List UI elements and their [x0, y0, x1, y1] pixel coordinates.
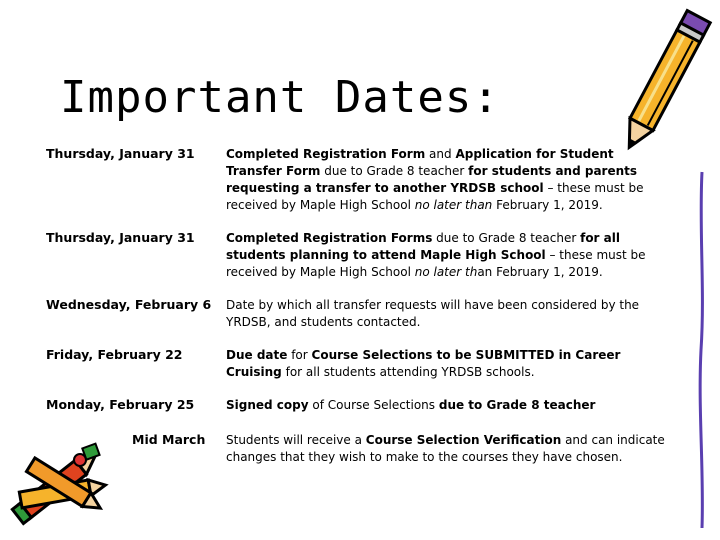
pencil-icon — [614, 2, 714, 162]
description-segment: and — [425, 147, 456, 161]
border-stroke-decoration — [694, 170, 710, 530]
row-date: Friday, February 22 — [46, 347, 183, 362]
row-description — [226, 347, 666, 381]
description-segment: for — [287, 348, 312, 362]
description-segment: no later than — [414, 198, 493, 212]
row-description — [226, 230, 666, 281]
description-segment: – these must be received by Maple High School — [226, 181, 644, 212]
description-segment: Date by which all transfer requests will have been considered by the YRDSB, and students contacted. — [226, 298, 640, 329]
description-segment: Students will receive a — [226, 433, 366, 447]
description-segment: Signed copy — [226, 398, 309, 412]
row-description — [226, 397, 666, 414]
crayons-icon — [10, 430, 120, 540]
row-date: Thursday, January 31 — [46, 146, 195, 161]
description-segment: no later th — [414, 265, 478, 279]
description-segment: an February 1, 2019. — [477, 265, 603, 279]
description-segment: for students and parents requesting a transfer to another YRDSB school — [226, 164, 638, 195]
description-segment: Course Selection Verification — [365, 433, 562, 447]
row-description — [226, 432, 666, 466]
row-date: Mid March — [132, 432, 206, 447]
description-segment: due to Grade 8 teacher — [438, 398, 596, 412]
description-segment: Course Selections to be SUBMITTED in Career Cruising — [226, 348, 621, 379]
row-date: Thursday, January 31 — [46, 230, 195, 245]
row-date: Monday, February 25 — [46, 397, 195, 412]
description-segment: – these must be received by Maple High School — [226, 248, 646, 279]
row-description — [226, 297, 666, 331]
description-segment: Due date — [226, 348, 288, 362]
description-segment: due to Grade 8 teacher — [320, 164, 469, 178]
description-segment: for all students planning to attend Maple High School — [226, 231, 620, 262]
page-title: Important Dates: — [60, 72, 500, 123]
description-segment: of Course Selections — [308, 398, 439, 412]
description-segment: Completed Registration Form — [226, 147, 426, 161]
row-description — [226, 146, 666, 214]
description-segment: for all students attending YRDSB schools. — [281, 365, 535, 379]
description-segment: Completed Registration Forms — [226, 231, 433, 245]
description-segment: due to Grade 8 teacher — [432, 231, 581, 245]
row-date: Wednesday, February 6 — [46, 297, 212, 312]
description-segment: and can indicate changes that they wish to make to the courses they have chosen. — [226, 433, 665, 464]
description-segment: February 1, 2019. — [492, 198, 603, 212]
description-segment: Application for Student Transfer Form — [226, 147, 614, 178]
